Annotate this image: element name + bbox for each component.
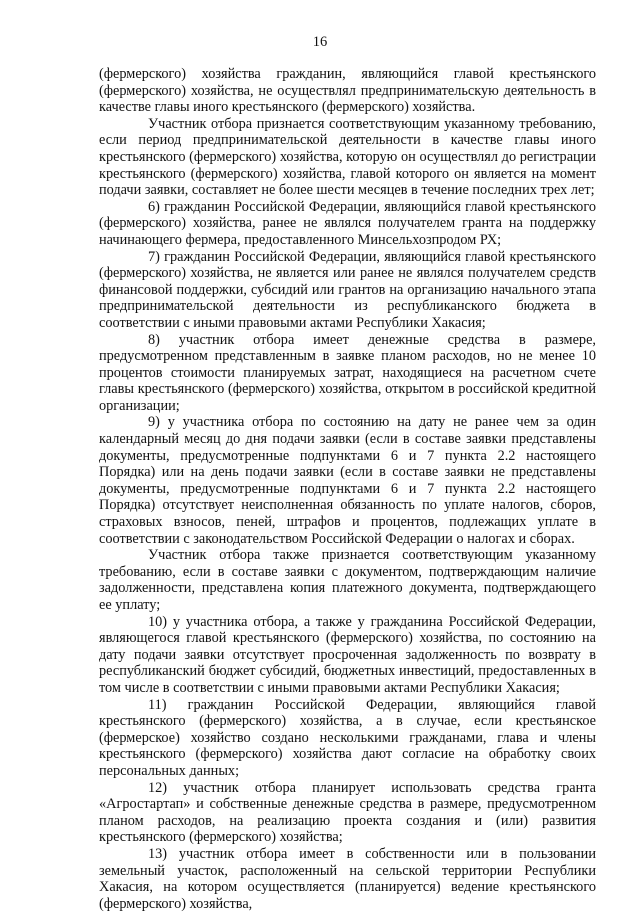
paragraph: Участник отбора также признается соответствующим указанному требованию, если в составе заявки с документом, подтверждающим наличие задолженности, представлена копия платежного документа, подтверждающего ее уплату; <box>99 547 596 613</box>
paragraph: 6) гражданин Российской Федерации, являющийся главой крестьянского (фермерского) хозяйства, ранее не являлся получателем гранта на поддержку начинающего фермера, предоставленного Минсельхозпродом РХ; <box>99 198 596 248</box>
paragraph: 11) гражданин Российской Федерации, являющийся главой крестьянского (фермерского) хозяйства, а в случае, если крестьянское (фермерское) хозяйство создано несколькими гражданами, глава и члены крестьянского (фермерского) хозяйства дают согласие на обработку своих персональных данных; <box>99 696 596 779</box>
document-body <box>99 66 596 912</box>
paragraph: (фермерского) хозяйства гражданин, являющийся главой крестьянского (фермерского) хозяйства, не осуществлял предпринимательскую деятельность в качестве главы иного крестьянского (фермерского) хозяйства. <box>99 66 596 116</box>
paragraph: 8) участник отбора имеет денежные средства в размере, предусмотренном представленным в заявке планом расходов, но не менее 10 процентов стоимости планируемых затрат, находящиеся на расчетном счете главы крестьянского (фермерского) хозяйства, открытом в российской кредитной организации; <box>99 331 596 414</box>
paragraph: 12) участник отбора планирует использовать средства гранта «Агростартап» и собственные денежные средства в размере, предусмотренном планом расходов, на реализацию проекта создания и (или) развития крестьянского (фермерского) хозяйства; <box>99 779 596 846</box>
paragraph: 10) у участника отбора, а также у гражданина Российской Федерации, являющегося главой крестьянского (фермерского) хозяйства, по состоянию на дату подачи заявки отсутствует просроченная задолженность по возврату в республиканский бюджет субсидий, бюджетных инвестиций, предоставленных в том числе в соответствии с иными правовыми актами Республики Хакасия; <box>99 613 596 696</box>
paragraph: 9) у участника отбора по состоянию на дату не ранее чем за один календарный месяц до дня подачи заявки (если в составе заявки представлены документы, предусмотренные подпунктами 6 и 7 пункта 2.2 настоящего Порядка) или на день подачи заявки (если в составе заявки не представлены документы, предусмотренные подпунктами 6 и 7 пункта 2.2 настоящего Порядка) отсутствует неисполненная обязанность по уплате налогов, сборов, страховых взносов, пеней, штрафов и процентов, подлежащих уплате в соответствии с законодательством Российской Федерации о налогах и сборах. <box>99 414 596 547</box>
paragraph: Участник отбора признается соответствующим указанному требованию, если период предпринимательской деятельности в качестве главы иного крестьянского (фермерского) хозяйства, которую он осуществлял до регистрации крестьянского (фермерского) хозяйства, главой которого он является на момент подачи заявки, составляет не более шести месяцев в течение последних трех лет; <box>99 115 596 199</box>
page-number: 16 <box>312 34 328 50</box>
paragraph: 7) гражданин Российской Федерации, являющийся главой крестьянского (фермерского) хозяйства, не является или ранее не являлся получателем средств финансовой поддержки, субсидий или грантов на организацию начального этапа предпринимательской деятельности из республиканского бюджета в соответствии с иными правовыми актами Республики Хакасия; <box>99 248 596 331</box>
paragraph: 13) участник отбора имеет в собственности или в пользовании земельный участок, расположенный на сельской территории Республики Хакасия, на котором осуществляется (планируется) ведение крестьянского (фермерского) хозяйства, <box>99 845 596 912</box>
